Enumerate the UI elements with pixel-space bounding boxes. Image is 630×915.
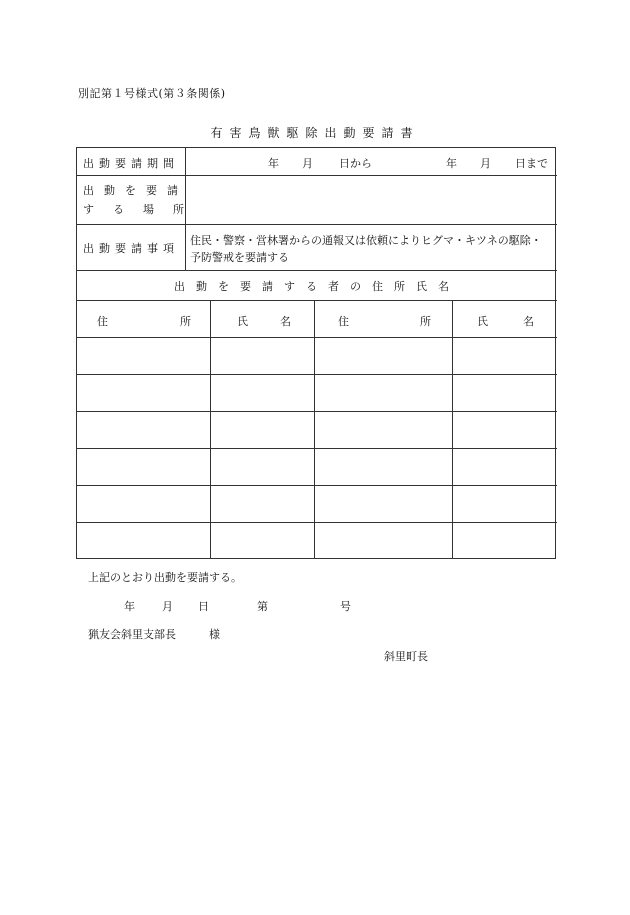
date-month: 月 bbox=[162, 600, 173, 613]
column-address-right: 所 bbox=[420, 315, 431, 328]
column-name-left: 氏 bbox=[477, 315, 488, 328]
matter-text-line1: 住民・警察・営林署からの通報又は依頼によりヒグマ・キツネの駆除・ bbox=[190, 234, 542, 247]
applicants-section-header: 出動を要請する者の住所氏名 bbox=[174, 280, 460, 293]
period-to-year: 年 bbox=[446, 157, 457, 170]
recipient: 猟友会斜里支部長 bbox=[88, 628, 176, 641]
number-suffix: 号 bbox=[340, 600, 351, 613]
period-from-year: 年 bbox=[268, 157, 279, 170]
recipient-honorific: 様 bbox=[209, 628, 220, 641]
period-from-suffix: 日から bbox=[339, 157, 372, 170]
date-day: 日 bbox=[198, 600, 209, 613]
column-name-left: 氏 bbox=[237, 315, 248, 328]
period-to-suffix: 日まで bbox=[515, 157, 548, 170]
document-title: 有害鳥獣駆除出動要請書 bbox=[210, 126, 420, 140]
place-label-line1: 出動を要請 bbox=[83, 184, 188, 197]
date-year: 年 bbox=[124, 600, 135, 613]
column-address-left: 住 bbox=[338, 315, 349, 328]
column-name-right: 名 bbox=[523, 315, 534, 328]
column-address-left: 住 bbox=[97, 315, 108, 328]
matter-label: 出動要請事項 bbox=[83, 242, 179, 255]
period-to-month: 月 bbox=[480, 157, 491, 170]
period-from-month: 月 bbox=[302, 157, 313, 170]
column-name-right: 名 bbox=[280, 315, 291, 328]
request-form-table bbox=[76, 147, 556, 559]
column-address-right: 所 bbox=[180, 315, 191, 328]
period-label: 出動要請期間 bbox=[83, 157, 179, 170]
request-statement: 上記のとおり出動を要請する。 bbox=[88, 571, 242, 584]
sender: 斜里町長 bbox=[384, 650, 428, 663]
form-number-note: 別記第１号様式(第３条関係) bbox=[78, 87, 226, 100]
matter-text-line2: 予防警戒を要請する bbox=[190, 251, 289, 264]
number-prefix: 第 bbox=[257, 600, 268, 613]
place-label-line2: する場所 bbox=[83, 203, 203, 216]
